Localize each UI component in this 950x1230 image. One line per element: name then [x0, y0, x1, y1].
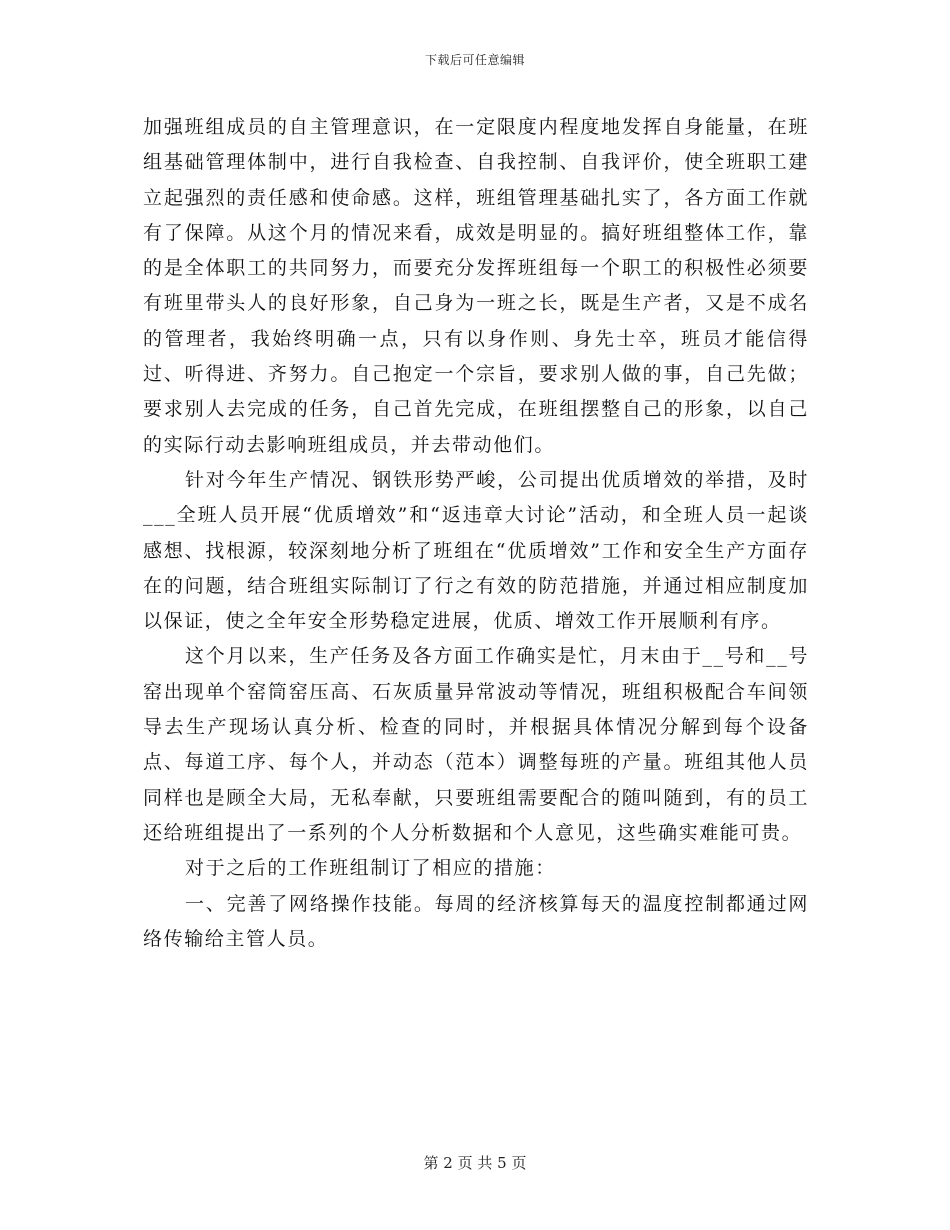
page-header: 下载后可任意编辑	[424, 53, 525, 67]
paragraph-5: 一、完善了网络操作技能。每周的经济核算每天的温度控制都通过网络传输给主管人员。	[143, 892, 809, 950]
paragraph-1: 加强班组成员的自主管理意识，在一定限度内程度地发挥自身能量，在班组基础管理体制中，进行自我检查、自我控制、自我评价，使全班职工建立起强烈的责任感和使命感。这样，班组管理基础扎实了，各方面工作就有了保障。从这个月的情况来看，成效是明显的。搞好班组整体工作，靠的是全体职工的共同努力，而要充分发挥班组每一个职工的积极性必须要有班里带头人的良好形象，自己身为一班之长，既是生产者，又是不成名的管理者，我始终明确一点，只有以身作则、身先士卒，班员才能信得过、听得进、齐努力。自己抱定一个宗旨，要求别人做的事，自己先做；要求别人去完成的任务，自己首先完成，在班组摆整自己的形象，以自己的实际行动去影响班组成员，并去带动他们。	[143, 116, 809, 456]
paragraph-4: 对于之后的工作班组制订了相应的措施：	[185, 857, 556, 880]
paragraph-3: 这个月以来，生产任务及各方面工作确实是忙，月末由于__号和__号窑出现单个窑筒窑压高、石灰质量异常波动等情况，班组积极配合车间领导去生产现场认真分析、检查的同时，并根据具体情况分解到每个设备点、每道工序、每个人，并动态（范本）调整每班的产量。班组其他人员同样也是顾全大局，无私奉献，只要班组需要配合的随叫随到，有的员工还给班组提出了一系列的个人分析数据和个人意见，这些确实难能可贵。	[143, 645, 809, 844]
paragraph-2: 针对今年生产情况、钢铁形势严峻，公司提出优质增效的举措，及时___全班人员开展“优质增效”和“返违章大讨论”活动，和全班人员一起谈感想、找根源，较深刻地分析了班组在“优质增效”工作和安全生产方面存在的问题，结合班组实际制订了行之有效的防范措施，并通过相应制度加以保证，使之全年安全形势稳定进展，优质、增效工作开展顺利有序。	[143, 468, 809, 633]
page-footer: 第 2 页 共 5 页	[423, 1154, 527, 1172]
document-body	[143, 110, 809, 957]
